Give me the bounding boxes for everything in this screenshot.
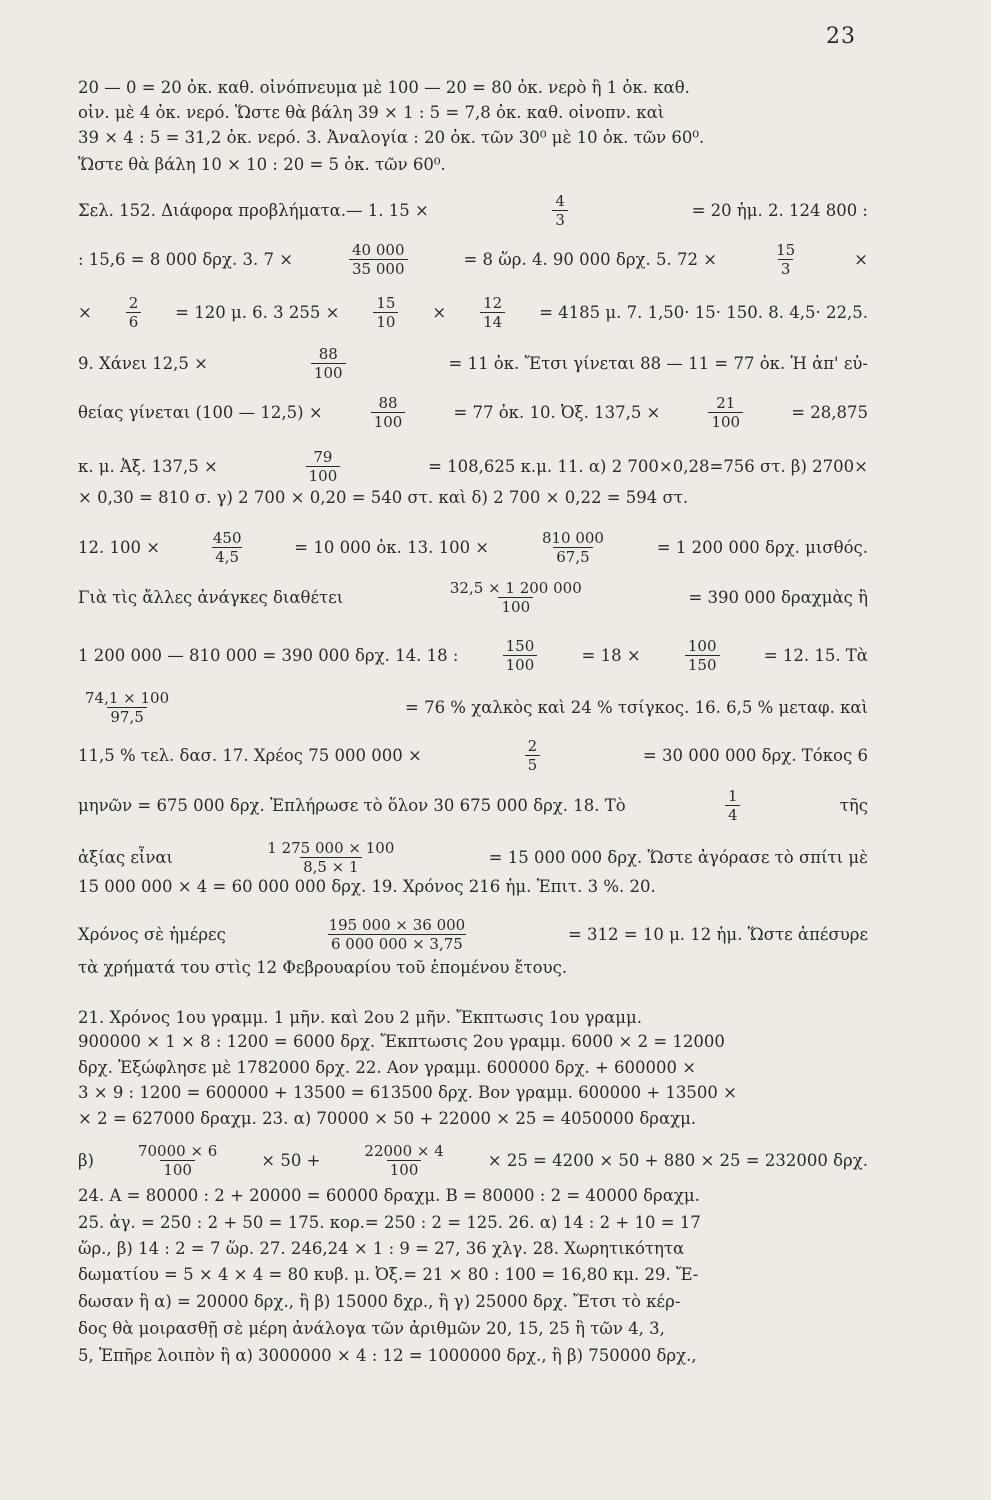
fraction <box>552 192 568 229</box>
text-line <box>78 345 868 382</box>
fraction <box>539 529 607 566</box>
text-line <box>78 1212 868 1234</box>
fraction-numerator: 22000 × 4 <box>364 1142 444 1160</box>
fraction-numerator: 810 000 <box>541 529 604 547</box>
text-line <box>78 77 868 99</box>
text-segment: 20 — 0 = 20 ὀκ. καθ. οἰνόπνευμα μὲ 100 — 20 = 80 ὀκ. νερὸ ἢ 1 ὀκ. καθ. <box>78 78 690 97</box>
fraction-denominator: 10 <box>373 312 398 331</box>
fraction-denominator: 5 <box>525 755 541 774</box>
text-segment: κ. μ. Ἀξ. 137,5 × <box>78 456 218 476</box>
fraction <box>773 241 798 278</box>
fraction-numerator: 12 <box>483 294 503 312</box>
text-segment: = 108,625 κ.μ. 11. α) 2 700×0,28=756 στ. β) 2700× <box>428 456 868 476</box>
fraction-denominator: 6 000 000 × 3,75 <box>328 934 466 953</box>
fraction <box>503 637 538 674</box>
text-segment: ὥρ., β) 14 : 2 = 7 ὥρ. 27. 246,24 × 1 : 9 = 27, 36 χλγ. 28. Χωρητικότητα <box>78 1239 685 1258</box>
text-line <box>78 1264 868 1286</box>
text-segment: 24. Α = 80000 : 2 + 20000 = 60000 δραχμ. Β = 80000 : 2 = 40000 δραχμ. <box>78 1186 700 1205</box>
fraction <box>311 345 346 382</box>
fraction-numerator: 79 <box>313 448 333 466</box>
text-segment: 11,5 % τελ. δασ. 17. Χρέος 75 000 000 × <box>78 745 422 765</box>
text-line <box>78 529 868 566</box>
page-number: 23 <box>826 24 856 49</box>
text-line <box>78 737 868 774</box>
fraction-denominator: 100 <box>498 597 533 616</box>
text-segment: Γιὰ τὶς ἄλλες ἀνάγκες διαθέτει <box>78 587 344 607</box>
text-segment: = 312 = 10 μ. 12 ἡμ. Ὥστε ἀπέσυρε <box>567 924 868 944</box>
text-segment: τῆς <box>839 795 868 815</box>
text-segment: = 1 200 000 δρχ. μισθός. <box>656 537 868 557</box>
text-line <box>78 1142 868 1179</box>
fraction-numerator: 195 000 × 36 000 <box>328 916 466 934</box>
text-segment: 25. ἀγ. = 250 : 2 + 50 = 175. κορ.= 250 : 2 = 125. 26. α) 14 : 2 + 10 = 17 <box>78 1213 701 1232</box>
fraction <box>306 448 341 485</box>
fraction <box>708 394 743 431</box>
text-segment: Χρόνος σὲ ἡμέρες <box>78 924 226 944</box>
text-segment: 39 × 4 : 5 = 31,2 ὀκ. νερό. 3. Ἀναλογία : 20 ὀκ. τῶν 30⁰ μὲ 10 ὀκ. τῶν 60⁰. <box>78 128 705 147</box>
text-segment: = 76 % χαλκὸς καὶ 24 % τσίγκος. 16. 6,5 % μεταφ. καὶ <box>405 697 868 717</box>
text-line <box>78 294 868 331</box>
text-line <box>78 1185 868 1207</box>
text-segment: = 390 000 δραχμὰς ἢ <box>688 587 868 607</box>
text-segment: × 25 = 4200 × 50 + 880 × 25 = 232000 δρχ. <box>487 1150 868 1170</box>
text-line <box>78 1007 868 1029</box>
fraction-denominator: 100 <box>503 655 538 674</box>
text-segment: θείας γίνεται (100 — 12,5) × <box>78 402 323 422</box>
text-line <box>78 637 868 674</box>
text-segment: μηνῶν = 675 000 δρχ. Ἐπλήρωσε τὸ ὅλον 30 675 000 δρχ. 18. Τὸ <box>78 795 626 815</box>
fraction <box>210 529 245 566</box>
text-segment: 12. 100 × <box>78 537 161 557</box>
text-segment: × 2 = 627000 δραχμ. 23. α) 70000 × 50 + 22000 × 25 = 4050000 δραχμ. <box>78 1109 697 1128</box>
fraction-numerator: 100 <box>687 637 717 655</box>
text-line <box>78 1345 868 1367</box>
text-segment: 3 × 9 : 1200 = 600000 + 13500 = 613500 δρχ. Βον γραμμ. 600000 + 13500 × <box>78 1083 737 1102</box>
text-segment: = 10 000 ὀκ. 13. 100 × <box>294 537 490 557</box>
fraction <box>349 241 408 278</box>
fraction <box>126 294 142 331</box>
text-line <box>78 487 868 509</box>
fraction <box>480 294 505 331</box>
text-line <box>78 241 868 278</box>
text-line <box>78 839 868 876</box>
fraction <box>361 1142 446 1179</box>
fraction-denominator: 100 <box>306 466 341 485</box>
fraction-numerator: 4 <box>555 192 565 210</box>
text-segment: δος θὰ μοιρασθῇ σὲ μέρη ἀνάλογα τῶν ἀριθμῶν 20, 15, 25 ἢ τῶν 4, 3, <box>78 1319 665 1338</box>
fraction-numerator: 450 <box>212 529 242 547</box>
text-segment: 1 200 000 — 810 000 = 390 000 δρχ. 14. 18 : <box>78 645 459 665</box>
fraction <box>135 1142 220 1179</box>
text-segment: × <box>432 302 447 322</box>
text-segment: β) <box>78 1150 94 1170</box>
text-line <box>78 1082 868 1104</box>
text-line <box>78 1318 868 1340</box>
fraction-numerator: 74,1 × 100 <box>85 689 170 707</box>
fraction-denominator: 35 000 <box>349 259 408 278</box>
text-segment: = 77 ὀκ. 10. Ὀξ. 137,5 × <box>453 402 661 422</box>
fraction-denominator: 4 <box>725 805 741 824</box>
text-segment: = 4185 μ. 7. 1,50· 15· 150. 8. 4,5· 22,5. <box>539 302 868 322</box>
fraction-numerator: 2 <box>527 737 538 755</box>
text-line <box>78 127 868 149</box>
fraction-numerator: 15 <box>376 294 396 312</box>
fraction-numerator: 15 <box>776 241 796 259</box>
fraction-denominator: 14 <box>480 312 505 331</box>
text-segment: 900000 × 1 × 8 : 1200 = 6000 δρχ. Ἔκπτωσις 2ου γραμμ. 6000 × 2 = 12000 <box>78 1032 725 1051</box>
fraction <box>447 579 585 616</box>
fraction-denominator: 8,5 × 1 <box>300 857 362 876</box>
text-segment: × 50 + <box>261 1150 321 1170</box>
fraction-numerator: 70000 × 6 <box>137 1142 218 1160</box>
fraction <box>82 689 172 726</box>
fraction-denominator: 6 <box>126 312 142 331</box>
text-segment: : 15,6 = 8 000 δρχ. 3. 7 × <box>78 249 294 269</box>
text-line <box>78 689 868 726</box>
fraction-denominator: 67,5 <box>553 547 592 566</box>
text-segment: Ὥστε θὰ βάλη 10 × 10 : 20 = 5 ὀκ. τῶν 60⁰. <box>78 155 446 174</box>
text-segment: = 15 000 000 δρχ. Ὥστε ἀγόρασε τὸ σπίτι μὲ <box>488 847 868 867</box>
text-line <box>78 916 868 953</box>
text-segment: × 0,30 = 810 σ. γ) 2 700 × 0,20 = 540 στ. καὶ δ) 2 700 × 0,22 = 594 στ. <box>78 488 689 507</box>
text-segment: = 28,875 <box>791 402 868 422</box>
text-segment: ἀξίας εἶναι <box>78 847 173 867</box>
text-line <box>78 787 868 824</box>
fraction-denominator: 100 <box>160 1160 195 1179</box>
fraction <box>725 787 741 824</box>
text-line <box>78 448 868 485</box>
text-segment: τὰ χρήματά του στὶς 12 Φεβρουαρίου τοῦ ἑπομένου ἔτους. <box>78 958 568 977</box>
text-segment: × <box>78 302 92 322</box>
fraction-numerator: 1 <box>727 787 738 805</box>
fraction-numerator: 40 000 <box>352 241 405 259</box>
fraction-numerator: 1 275 000 × 100 <box>267 839 395 857</box>
text-segment: = 30 000 000 δρχ. Τόκος 6 <box>642 745 868 765</box>
fraction-denominator: 3 <box>778 259 794 278</box>
text-segment: δωσαν ἢ α) = 20000 δρχ., ἢ β) 15000 δχρ., ἢ γ) 25000 δρχ. Ἔτσι τὸ κέρ- <box>78 1292 681 1311</box>
fraction <box>685 637 720 674</box>
fraction-denominator: 150 <box>685 655 720 674</box>
text-segment: = 120 μ. 6. 3 255 × <box>175 302 340 322</box>
text-segment: = 8 ὥρ. 4. 90 000 δρχ. 5. 72 × <box>463 249 718 269</box>
fraction-numerator: 88 <box>378 394 398 412</box>
text-segment: 21. Χρόνος 1ου γραμμ. 1 μῆν. καὶ 2ου 2 μῆν. Ἔκπτωσις 1ου γραμμ. <box>78 1008 642 1027</box>
fraction-denominator: 97,5 <box>107 707 146 726</box>
text-segment: 9. Χάνει 12,5 × <box>78 353 208 373</box>
text-line <box>78 192 868 229</box>
fraction-denominator: 100 <box>371 412 406 431</box>
fraction-numerator: 21 <box>716 394 736 412</box>
fraction <box>373 294 398 331</box>
fraction-numerator: 2 <box>128 294 139 312</box>
fraction-numerator: 88 <box>318 345 338 363</box>
fraction <box>371 394 406 431</box>
text-segment: οἰν. μὲ 4 ὀκ. νερό. Ὥστε θὰ βάλη 39 × 1 : 5 = 7,8 ὀκ. καθ. οἰνοπν. καὶ <box>78 103 665 122</box>
fraction <box>264 839 397 876</box>
text-segment: = 20 ἡμ. 2. 124 800 : <box>691 200 868 220</box>
text-segment: δωματίου = 5 × 4 × 4 = 80 κυβ. μ. Ὀξ.= 21 × 80 : 100 = 16,80 κμ. 29. Ἔ- <box>78 1265 699 1284</box>
fraction-denominator: 3 <box>552 210 568 229</box>
fraction-denominator: 4,5 <box>212 547 242 566</box>
text-line <box>78 1108 868 1130</box>
text-segment: = 18 × <box>581 645 641 665</box>
text-segment: × <box>854 249 868 269</box>
text-segment: δρχ. Ἐξώφλησε μὲ 1782000 δρχ. 22. Αον γραμμ. 600000 δρχ. + 600000 × <box>78 1058 697 1077</box>
text-line <box>78 1291 868 1313</box>
fraction-denominator: 100 <box>708 412 743 431</box>
text-segment: 5, Ἐπῆρε λοιπὸν ἢ α) 3000000 × 4 : 12 = 1000000 δρχ., ἢ β) 750000 δρχ., <box>78 1346 697 1365</box>
text-line <box>78 876 868 898</box>
text-line <box>78 1238 868 1260</box>
text-segment: = 11 ὀκ. Ἔτσι γίνεται 88 — 11 = 77 ὀκ. Ἡ ἀπ' εὐ- <box>448 353 868 373</box>
text-line <box>78 579 868 616</box>
fraction-denominator: 100 <box>387 1160 422 1179</box>
text-line <box>78 957 868 979</box>
text-segment: Σελ. 152. Διάφορα προβλήματα.— 1. 15 × <box>78 200 429 220</box>
fraction <box>326 916 469 953</box>
text-line <box>78 1031 868 1053</box>
text-line <box>78 154 868 176</box>
text-line <box>78 1057 868 1079</box>
fraction-denominator: 100 <box>311 363 346 382</box>
text-line <box>78 394 868 431</box>
text-line <box>78 102 868 124</box>
text-segment: 15 000 000 × 4 = 60 000 000 δρχ. 19. Χρόνος 216 ἡμ. Ἐπιτ. 3 %. 20. <box>78 877 656 896</box>
text-segment: = 12. 15. Τὰ <box>763 645 868 665</box>
fraction <box>525 737 541 774</box>
fraction-numerator: 32,5 × 1 200 000 <box>449 579 582 597</box>
fraction-numerator: 150 <box>505 637 535 655</box>
